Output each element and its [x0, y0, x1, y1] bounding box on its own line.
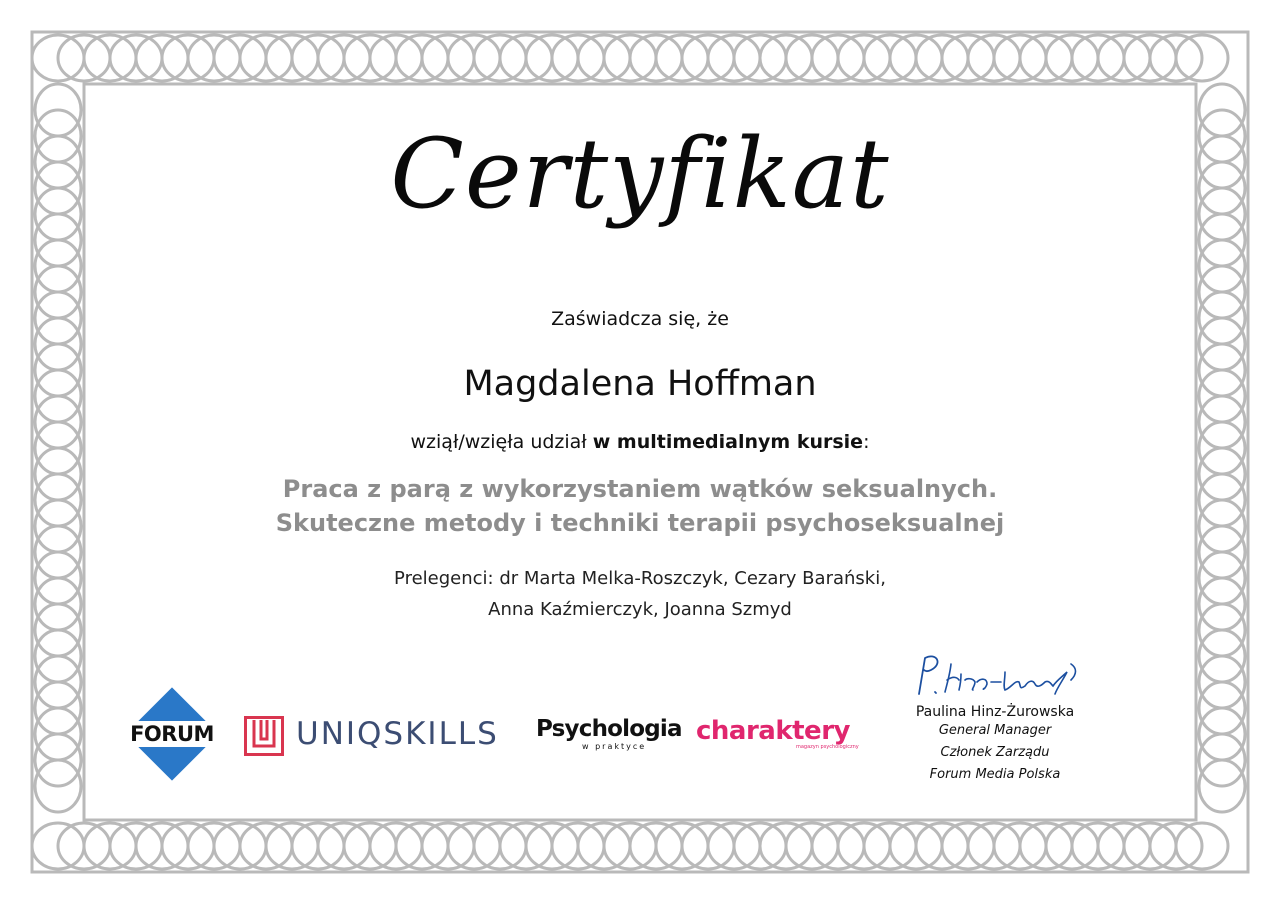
psychologia-logo	[536, 716, 686, 756]
speakers	[0, 563, 1280, 625]
course-title-line1: Praca z parą z wykorzystaniem wątków seksualnych.	[282, 475, 998, 503]
uniqskills-logo	[244, 716, 514, 756]
signatory-name: Paulina Hinz-Żurowska	[915, 704, 1075, 720]
course-title-line2: Skuteczne metody i techniki terapii psychoseksualnej	[275, 509, 1005, 537]
handwritten-signature	[895, 650, 1095, 700]
uniqskills-logo-text: UNIQSKILLS	[296, 716, 499, 752]
psychologia-logo-subtitle: w praktyce	[582, 742, 647, 751]
sponsor-logos	[118, 686, 878, 782]
signatory-role-1: General Manager	[938, 723, 1052, 738]
speakers-line2: Anna Kaźmierczyk, Joanna Szmyd	[488, 599, 792, 620]
charaktery-logo-subtitle: magazyn psychologiczny	[796, 744, 859, 750]
signatory-role-3: Forum Media Polska	[929, 767, 1061, 782]
psychologia-logo-text: Psychologia	[536, 716, 682, 742]
participation-suffix: :	[863, 431, 870, 453]
intro-text: Zaświadcza się, że	[551, 308, 729, 330]
forum-logo	[118, 686, 226, 782]
participation-line	[0, 431, 1280, 453]
forum-logo-text: FORUM	[122, 721, 222, 747]
certificate-title: Certyfikat	[390, 118, 890, 230]
participation-bold: w multimedialnym kursie	[592, 431, 864, 453]
course-title	[0, 472, 1280, 540]
uniqskills-icon	[244, 716, 284, 756]
signature-block	[880, 650, 1110, 786]
speakers-line1: Prelegenci: dr Marta Melka-Roszczyk, Cezary Barański,	[394, 568, 886, 589]
participation-prefix: wziął/wzięła udział	[410, 431, 593, 453]
recipient-name: Magdalena Hoffman	[463, 364, 817, 404]
charaktery-logo	[696, 716, 868, 756]
charaktery-logo-text: charaktery	[696, 716, 850, 746]
signatory-role-2: Członek Zarządu	[940, 745, 1050, 760]
